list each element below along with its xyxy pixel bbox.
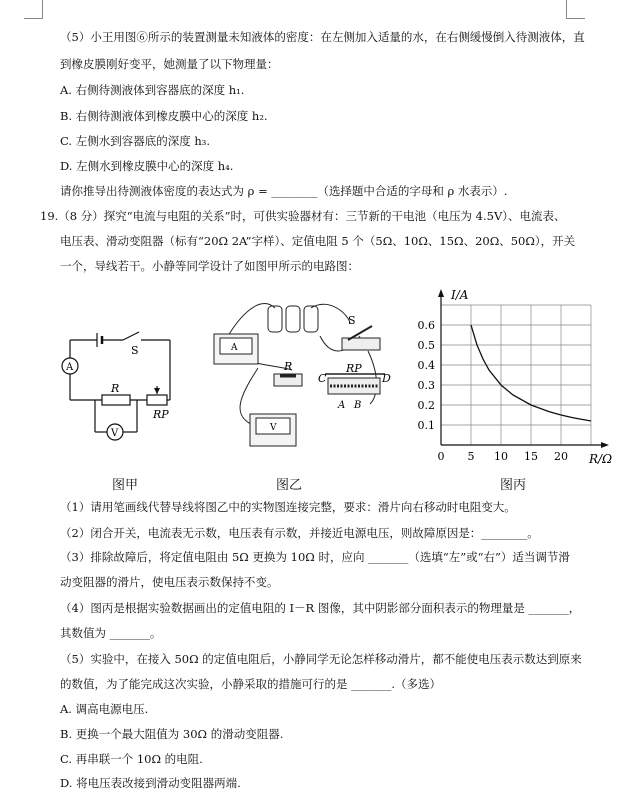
q18-5-option-d: D. 左侧水到橡皮膜中心的深度 h₄. bbox=[60, 159, 234, 173]
caption-figure-jia: 图甲 bbox=[112, 478, 139, 493]
q19-line-1: 19.（8 分）探究“电流与电阻的关系”时，可供实验器材有：三节新的干电池（电压为 4.5V）、电流表、 bbox=[40, 209, 566, 223]
crop-mark-right bbox=[566, 0, 585, 19]
y-axis-label: I/A bbox=[451, 288, 469, 302]
figure-jia-circuit bbox=[55, 320, 185, 450]
caption-figure-bing: 图丙 bbox=[500, 478, 527, 493]
voltmeter-dial-label: V bbox=[270, 423, 277, 433]
terminal-a-label: A bbox=[338, 400, 346, 411]
figure-yi-apparatus bbox=[200, 296, 410, 456]
q18-5-option-c: C. 左侧水到容器底的深度 h₃. bbox=[60, 134, 211, 148]
q18-5-option-b: B. 右侧待测液体到橡皮膜中心的深度 h₂. bbox=[60, 109, 268, 123]
y-tick-label: 0.6 bbox=[417, 319, 435, 332]
q19-option-c: C. 再串联一个 10Ω 的电阻. bbox=[60, 752, 203, 766]
q19-line-2: 电压表、滑动变阻器（标有“20Ω 2A”字样）、定值电阻 5 个（5Ω、10Ω、15Ω、20Ω、50Ω），开关 bbox=[60, 234, 576, 248]
figure-bing-chart bbox=[405, 280, 623, 470]
resistor-label-yi: R bbox=[284, 360, 293, 373]
switch-label: S bbox=[131, 344, 139, 357]
rheostat-label: RP bbox=[153, 408, 169, 421]
x-tick-label: 10 bbox=[494, 450, 508, 463]
y-tick-label: 0.5 bbox=[417, 339, 435, 352]
q19-sub-4a: （4）图丙是根据实验数据画出的定值电阻的 I－R 图像，其中阴影部分面积表示的物理量是 _______， bbox=[60, 601, 581, 615]
terminal-c-label: C bbox=[318, 372, 327, 385]
caption-figure-yi: 图乙 bbox=[276, 478, 303, 493]
q18-5-option-a: A. 右侧待测液体到容器底的深度 h₁. bbox=[60, 83, 245, 97]
y-tick-label: 0.1 bbox=[417, 419, 435, 432]
q19-option-b: B. 更换一个最大阻值为 30Ω 的滑动变阻器. bbox=[60, 727, 284, 741]
rheostat-label-yi: RP bbox=[346, 362, 362, 375]
q18-5-question: 请你推导出待测液体密度的表达式为 ρ = ________（选择题中合适的字母和 ρ 水表示）. bbox=[60, 184, 508, 198]
switch-base bbox=[342, 338, 380, 350]
y-tick-label: 0.4 bbox=[417, 359, 435, 372]
ammeter-label: A bbox=[66, 362, 74, 373]
y-tick-label: 0.3 bbox=[417, 379, 435, 392]
x-axis-arrow bbox=[601, 442, 609, 448]
x-axis-label: R/Ω bbox=[589, 452, 613, 466]
terminal-b-label: B bbox=[354, 400, 362, 411]
switch-label-yi: S bbox=[348, 314, 356, 327]
ammeter-dial-label: A bbox=[231, 343, 238, 353]
resistor-label: R bbox=[111, 382, 120, 395]
q19-line-3: 一个，导线若干。小静等同学设计了如图甲所示的电路图： bbox=[60, 259, 359, 273]
voltmeter-label: V bbox=[111, 428, 119, 439]
q19-sub-3a: （3）排除故障后，将定值电阻由 5Ω 更换为 10Ω 时，应向 _______（选填“左”或“右”）适当调节滑 bbox=[60, 550, 570, 564]
q18-5-intro: （5）小王用图⑥所示的装置测量未知液体的密度：在左侧加入适量的水，在右侧缓慢倒入待测液体，直 bbox=[60, 30, 585, 44]
q19-sub-3b: 动变阻器的滑片，使电压表示数保持不变。 bbox=[60, 575, 279, 589]
x-tick-label: 5 bbox=[467, 450, 475, 463]
q19-sub-1: （1）请用笔画线代替导线将图乙中的实物图连接完整，要求：滑片向右移动时电阻变大。 bbox=[60, 500, 516, 514]
q19-option-a: A. 调高电源电压. bbox=[60, 702, 149, 716]
crop-mark-left bbox=[24, 0, 43, 19]
battery-cell bbox=[304, 306, 318, 332]
battery-cell bbox=[286, 306, 300, 332]
q19-option-d: D. 将电压表改接到滑动变阻器两端. bbox=[60, 776, 241, 790]
q19-sub-4b: 其数值为 _______。 bbox=[60, 626, 162, 640]
q19-sub-5b: 的数值，为了能完成这次实验，小静采取的措施可行的是 _______.（多选） bbox=[60, 677, 442, 691]
battery-cell bbox=[268, 306, 282, 332]
y-axis-arrow bbox=[438, 289, 444, 297]
resistor-symbol bbox=[102, 395, 130, 405]
switch-blade bbox=[123, 332, 139, 340]
terminal-d-label: D bbox=[382, 372, 391, 385]
q19-sub-2: （2）闭合开关，电流表无示数，电压表有示数，并接近电源电压，则故障原因是：________。 bbox=[60, 526, 539, 540]
x-tick-label: 15 bbox=[524, 450, 538, 463]
x-tick-label: 20 bbox=[554, 450, 568, 463]
x-tick-label: 0 bbox=[437, 450, 445, 463]
q18-5-intro2: 到橡皮膜刚好变平，她测量了以下物理量： bbox=[60, 57, 279, 71]
q19-sub-5a: （5）实验中，在接入 50Ω 的定值电阻后，小静同学无论怎样移动滑片，都不能使电压表示数达到原来 bbox=[60, 652, 582, 666]
rheostat-symbol bbox=[147, 395, 167, 405]
y-tick-label: 0.2 bbox=[417, 399, 435, 412]
